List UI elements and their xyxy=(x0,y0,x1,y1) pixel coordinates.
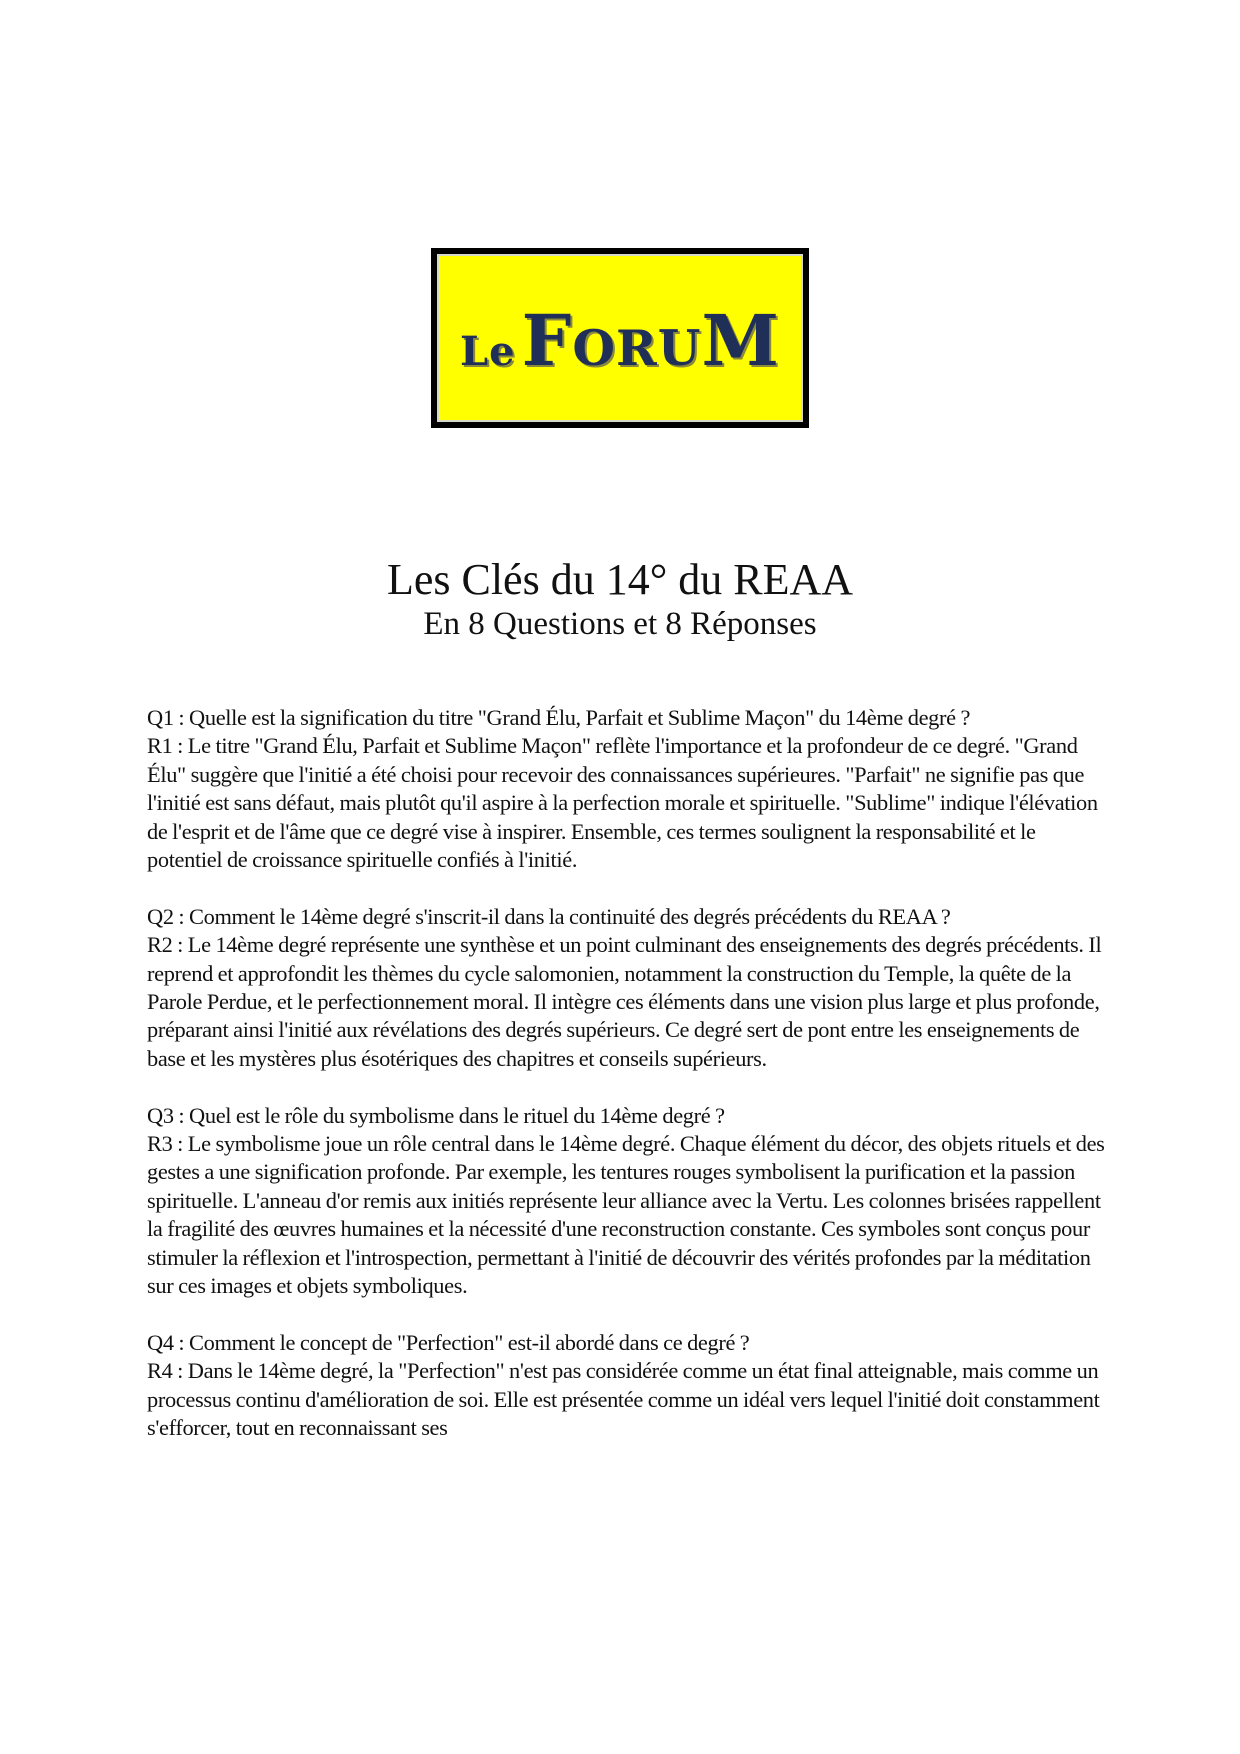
logo-panel xyxy=(437,254,803,422)
answer-2: R2 : Le 14ème degré représente une synthèse et un point culminant des enseignements des degrés précédents. Il reprend et approfondit les thèmes du cycle salomonien, notamment la construction du Temple, la quête de la Parole Perdue, et le perfectionnement moral. Il intègre ces éléments dans une vision plus large et plus profonde, préparant ainsi l'initié aux révélations des degrés supérieurs. Ce degré sert de pont entre les enseignements de base et les mystères plus ésotériques des chapitres et conseils supérieurs. xyxy=(147,932,1102,1071)
qa-list xyxy=(147,704,1107,1471)
logo-text-forum: ForuM xyxy=(521,298,780,382)
question-3: Q3 : Quel est le rôle du symbolisme dans le rituel du 14ème degré ? xyxy=(147,1102,725,1128)
qa-item-1 xyxy=(147,704,1107,874)
answer-1: R1 : Le titre "Grand Élu, Parfait et Sublime Maçon" reflète l'importance et la profondeur de ce degré. "Grand Élu" suggère que l'initié a été choisi pour recevoir des connaissances supérieures. "Parfait" ne signifie pas que l'initié est sans défaut, mais plutôt qu'il aspire à la perfection morale et spirituelle. "Sublime" indique l'élévation de l'esprit et de l'âme que ce degré vise à inspirer. Ensemble, ces termes soulignent la responsabilité et le potentiel de croissance spirituelle confiés à l'initié. xyxy=(147,733,1098,873)
document-subtitle: En 8 Questions et 8 Réponses xyxy=(423,606,817,642)
qa-item-2 xyxy=(147,903,1107,1073)
qa-item-4 xyxy=(147,1329,1107,1443)
logo-text-le: Le xyxy=(460,327,516,375)
document-title: Les Clés du 14° du REAA xyxy=(386,555,854,604)
question-4: Q4 : Comment le concept de "Perfection" est-il abordé dans ce degré ? xyxy=(147,1329,750,1355)
question-2: Q2 : Comment le 14ème degré s'inscrit-il dans la continuité des degrés précédents du REAA ? xyxy=(147,903,951,929)
question-1: Q1 : Quelle est la signification du titre "Grand Élu, Parfait et Sublime Maçon" du 14ème degré ? xyxy=(147,705,971,730)
qa-item-3 xyxy=(147,1102,1107,1301)
answer-3: R3 : Le symbolisme joue un rôle central dans le 14ème degré. Chaque élément du décor, des objets rituels et des gestes a une signification profonde. Par exemple, les tentures rouges symbolisent la purification et la passion spirituelle. L'anneau d'or remis aux initiés représente leur alliance avec la Vertu. Les colonnes brisées rappellent la fragilité des œuvres humaines et la nécessité d'une reconstruction constante. Ces symboles sont conçus pour stimuler la réflexion et l'introspection, permettant à l'initié de découvrir des vérités profondes par la méditation sur ces images et objets symboliques. xyxy=(147,1131,1105,1299)
answer-4: R4 : Dans le 14ème degré, la "Perfection" n'est pas considérée comme un état final atteignable, mais comme un processus continu d'amélioration de soi. Elle est présentée comme un idéal vers lequel l'initié doit constamment s'efforcer, tout en reconnaissant ses xyxy=(147,1358,1100,1441)
logo-wordmark xyxy=(460,299,780,382)
le-forum-logo xyxy=(431,248,809,428)
